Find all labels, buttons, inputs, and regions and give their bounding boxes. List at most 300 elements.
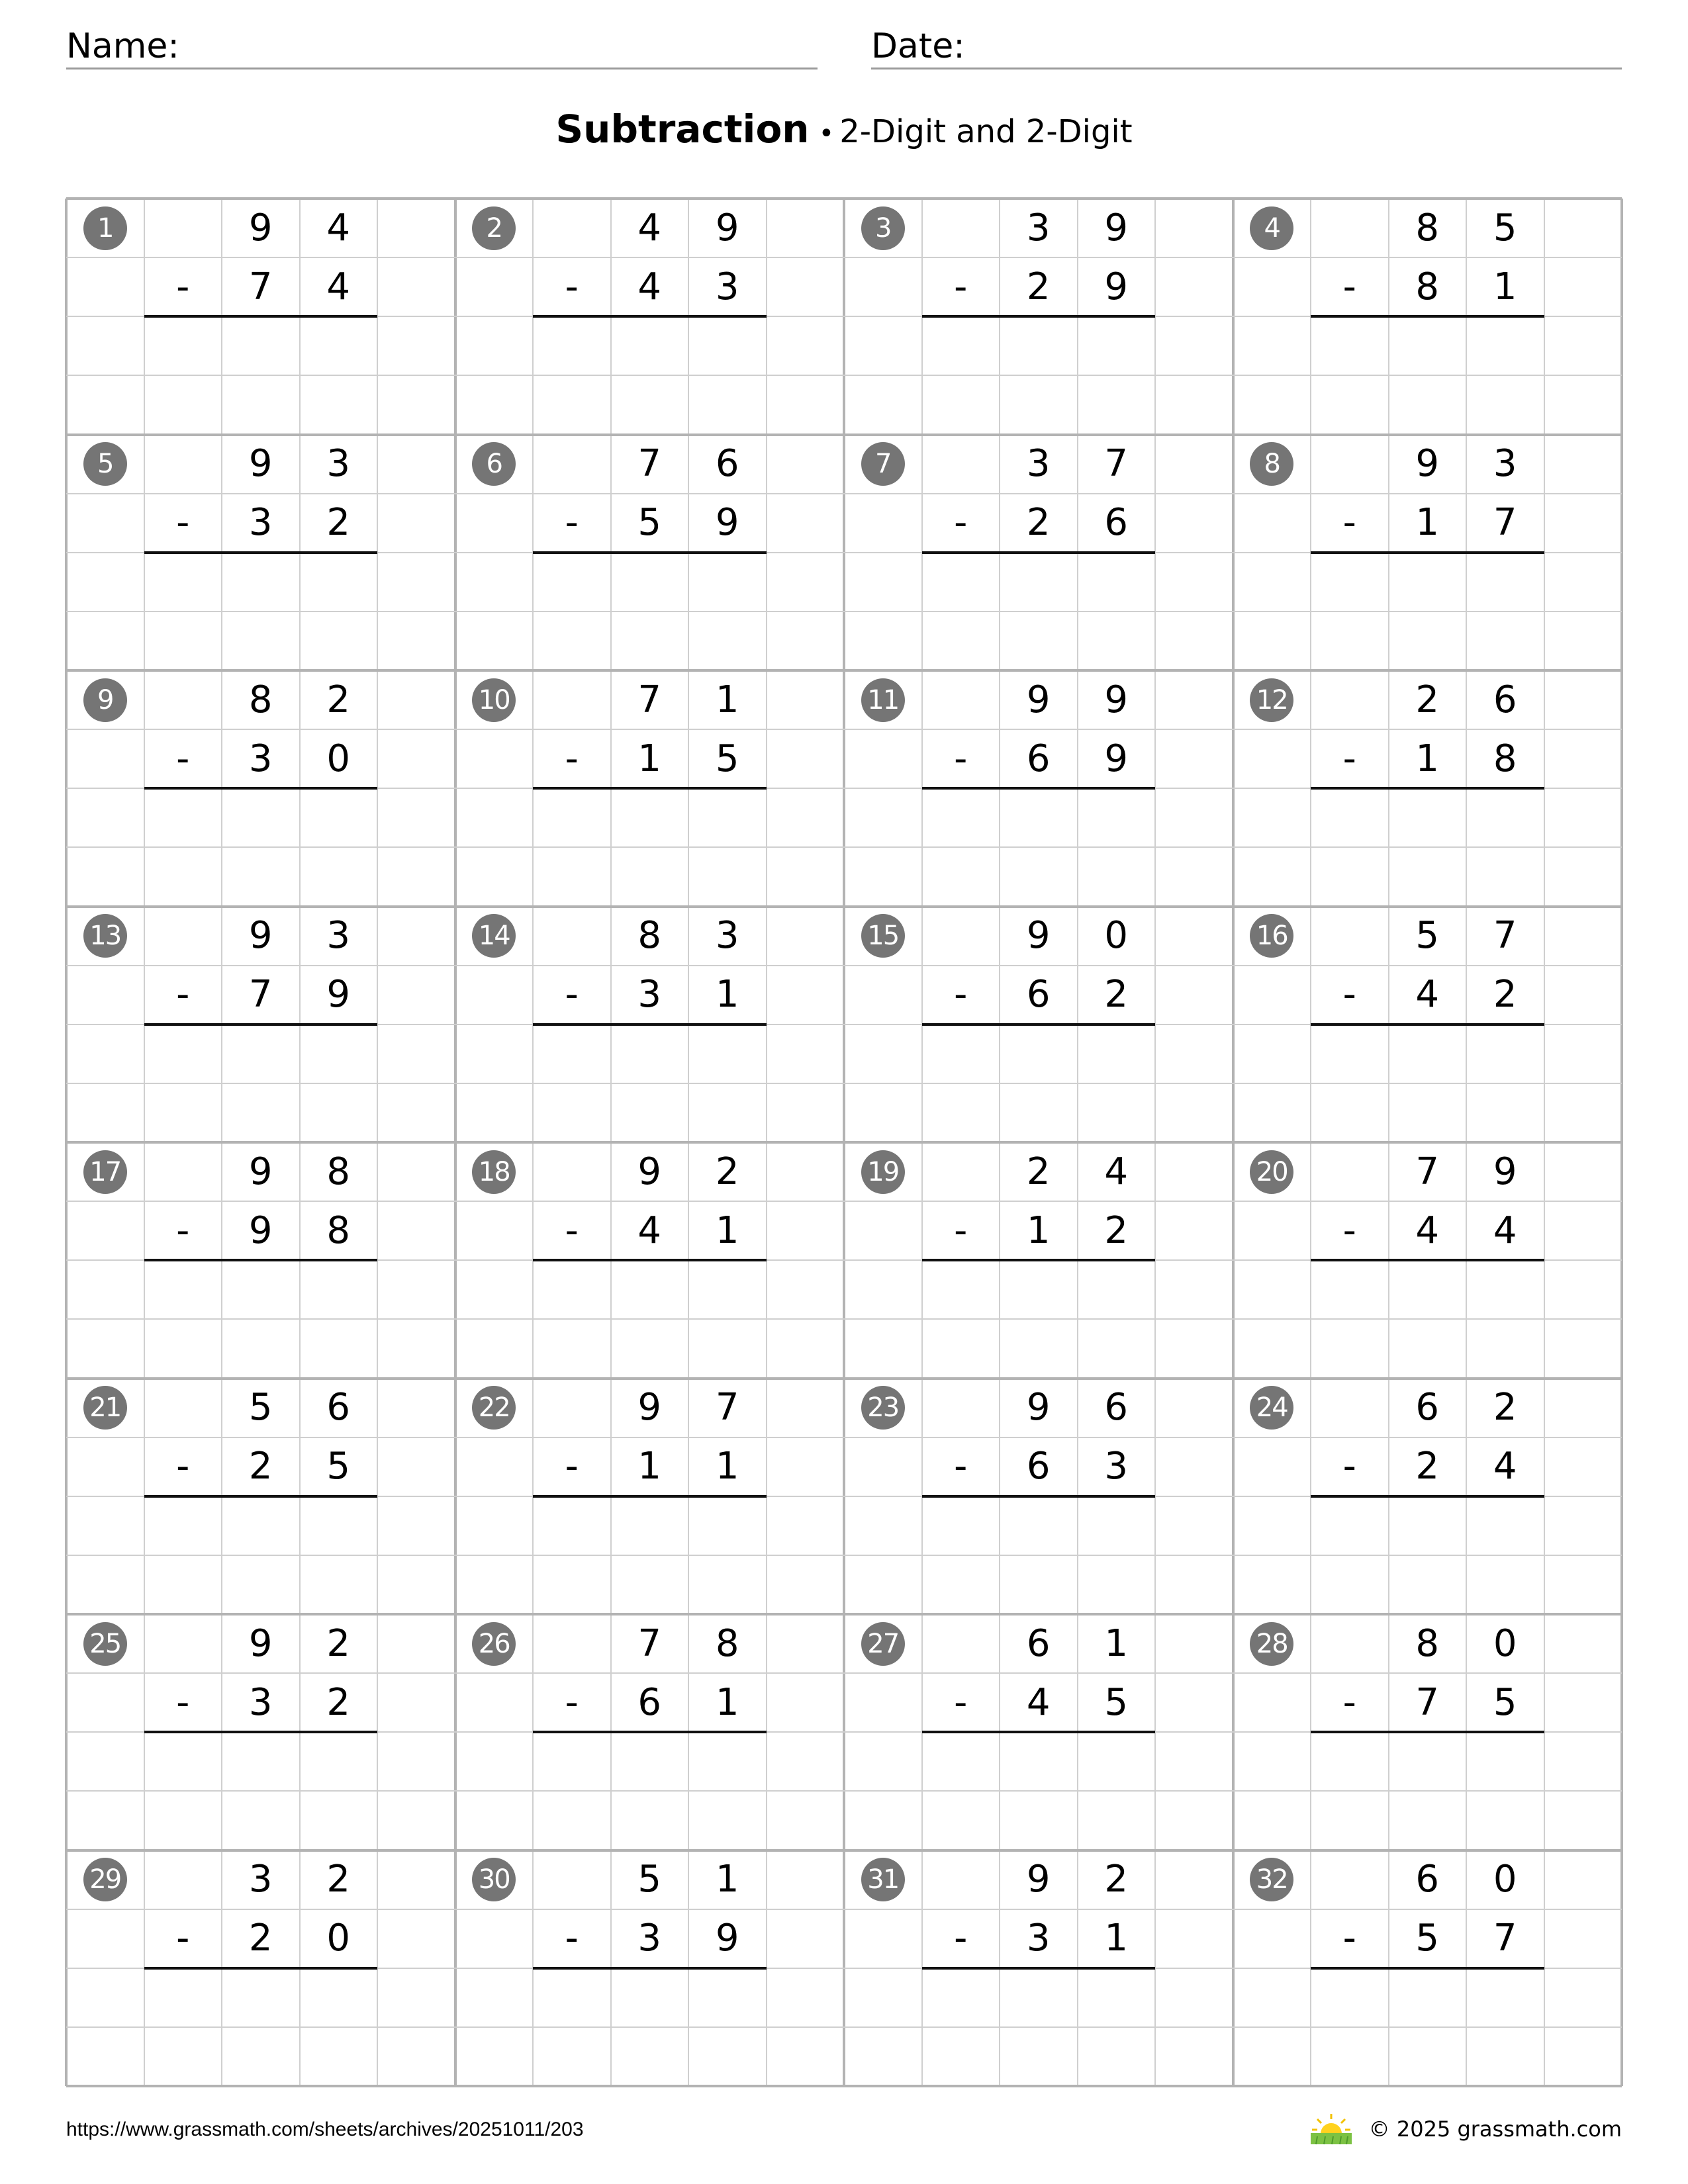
copyright: © 2025 grassmath.com (1368, 2116, 1622, 2142)
problem-number-badge: 9 (83, 678, 127, 722)
answer-cell[interactable] (688, 1732, 767, 1791)
answer-cell[interactable] (1389, 1024, 1467, 1083)
minuend-ones-digit: 1 (715, 678, 739, 721)
subtrahend-ones-digit: 8 (326, 1208, 351, 1252)
minuend-tens-digit: 7 (637, 442, 662, 486)
answer-cell[interactable] (1078, 788, 1156, 847)
minuend-tens-digit: 4 (637, 206, 662, 250)
subtrahend-tens-digit: 4 (1415, 1208, 1440, 1252)
subtrahend-ones-digit: 2 (1104, 1208, 1129, 1252)
answer-cell[interactable] (1000, 1260, 1078, 1319)
minuend-ones-digit: 3 (326, 442, 351, 486)
minuend-ones-digit: 8 (715, 1621, 739, 1665)
subtrahend-tens-digit: 9 (248, 1208, 273, 1252)
answer-cell[interactable] (688, 788, 767, 847)
answer-cell[interactable] (144, 1024, 222, 1083)
problem-number-badge: 14 (472, 914, 516, 958)
answer-cell[interactable] (222, 316, 300, 375)
answer-cell[interactable] (611, 1968, 689, 2027)
problem-number-badge: 13 (83, 914, 127, 958)
minuend-ones-digit: 9 (1493, 1150, 1517, 1193)
answer-cell[interactable] (611, 788, 689, 847)
subtrahend-tens-digit: 1 (1026, 1208, 1051, 1252)
minuend-ones-digit: 9 (1104, 206, 1129, 250)
subtrahend-ones-digit: 0 (326, 1917, 351, 1960)
minus-sign: - (176, 973, 190, 1017)
subtrahend-tens-digit: 1 (1415, 737, 1440, 780)
minuend-tens-digit: 9 (1415, 442, 1440, 486)
subtrahend-tens-digit: 6 (1026, 973, 1051, 1017)
subtrahend-ones-digit: 1 (715, 1208, 739, 1252)
minuend-tens-digit: 7 (1415, 1150, 1440, 1193)
answer-cell[interactable] (144, 316, 222, 375)
answer-cell[interactable] (922, 1024, 1000, 1083)
answer-cell[interactable] (611, 553, 689, 612)
problem-number-badge: 29 (83, 1858, 127, 1901)
answer-cell[interactable] (533, 1260, 611, 1319)
subtrahend-ones-digit: 1 (715, 973, 739, 1017)
minuend-ones-digit: 2 (326, 678, 351, 721)
answer-cell[interactable] (222, 788, 300, 847)
answer-cell[interactable] (1389, 553, 1467, 612)
subtrahend-ones-digit: 3 (715, 265, 739, 308)
answer-cell[interactable] (300, 1260, 378, 1319)
subtrahend-tens-digit: 5 (1415, 1917, 1440, 1960)
answer-cell[interactable] (611, 1024, 689, 1083)
subtrahend-tens-digit: 1 (637, 737, 662, 780)
subtrahend-ones-digit: 3 (1104, 1445, 1129, 1488)
minuend-tens-digit: 9 (637, 1386, 662, 1430)
minus-sign: - (954, 1208, 968, 1252)
problem-number-badge: 12 (1250, 678, 1293, 722)
answer-cell[interactable] (922, 1260, 1000, 1319)
answer-cell[interactable] (300, 1732, 378, 1791)
answer-cell[interactable] (688, 1496, 767, 1555)
subtrahend-tens-digit: 2 (1026, 265, 1051, 308)
subtrahend-tens-digit: 2 (1026, 501, 1051, 545)
minuend-tens-digit: 5 (1415, 914, 1440, 958)
subtrahend-ones-digit: 4 (1493, 1208, 1517, 1252)
minus-sign: - (1342, 1445, 1356, 1488)
problem-number-badge: 2 (472, 206, 516, 250)
subtrahend-ones-digit: 1 (715, 1680, 739, 1724)
answer-cell[interactable] (222, 1260, 300, 1319)
minuend-ones-digit: 4 (326, 206, 351, 250)
problem-number-badge: 19 (861, 1150, 905, 1194)
answer-cell[interactable] (533, 1024, 611, 1083)
name-label: Name: (66, 26, 179, 66)
answer-cell[interactable] (222, 1968, 300, 2027)
answer-cell[interactable] (1466, 1496, 1544, 1555)
minus-sign: - (565, 265, 579, 308)
answer-cell[interactable] (1389, 1732, 1467, 1791)
answer-cell[interactable] (1466, 553, 1544, 612)
minus-sign: - (954, 501, 968, 545)
answer-cell[interactable] (1078, 1260, 1156, 1319)
problem-number-badge: 27 (861, 1622, 905, 1666)
answer-cell[interactable] (922, 788, 1000, 847)
date-label: Date: (871, 26, 965, 66)
minuend-ones-digit: 2 (1104, 1858, 1129, 1901)
minus-sign: - (1342, 265, 1356, 308)
subtrahend-ones-digit: 5 (1493, 1680, 1517, 1724)
answer-cell[interactable] (300, 1024, 378, 1083)
subtrahend-ones-digit: 9 (1104, 265, 1129, 308)
answer-cell[interactable] (1311, 1968, 1389, 2027)
minuend-tens-digit: 9 (248, 914, 273, 958)
minus-sign: - (954, 737, 968, 780)
minuend-tens-digit: 8 (1415, 1621, 1440, 1665)
minuend-ones-digit: 7 (1493, 914, 1517, 958)
minuend-tens-digit: 6 (1026, 1621, 1051, 1665)
worksheet-grid (66, 199, 1622, 2086)
subtrahend-ones-digit: 2 (1493, 973, 1517, 1017)
answer-cell[interactable] (1000, 1968, 1078, 2027)
minuend-ones-digit: 3 (1493, 442, 1517, 486)
problem-number-badge: 10 (472, 678, 516, 722)
subtrahend-tens-digit: 7 (1415, 1680, 1440, 1724)
minuend-ones-digit: 6 (1493, 678, 1517, 721)
answer-cell[interactable] (1466, 1024, 1544, 1083)
answer-cell[interactable] (1078, 553, 1156, 612)
answer-cell[interactable] (1078, 1732, 1156, 1791)
answer-cell[interactable] (533, 1496, 611, 1555)
subtrahend-tens-digit: 3 (248, 501, 273, 545)
page-title (0, 106, 1688, 157)
answer-cell[interactable] (1311, 1024, 1389, 1083)
answer-cell[interactable] (1000, 1496, 1078, 1555)
minuend-tens-digit: 9 (248, 206, 273, 250)
problem-number-badge: 24 (1250, 1386, 1293, 1430)
answer-cell[interactable] (533, 1732, 611, 1791)
title-main: Subtraction (555, 107, 810, 152)
name-line[interactable] (66, 68, 818, 69)
minus-sign: - (565, 973, 579, 1017)
answer-cell[interactable] (1389, 316, 1467, 375)
subtrahend-ones-digit: 5 (1104, 1680, 1129, 1724)
subtrahend-tens-digit: 3 (637, 1917, 662, 1960)
grid-line-horizontal (66, 2085, 1622, 2087)
minus-sign: - (176, 1680, 190, 1724)
subtrahend-tens-digit: 6 (637, 1680, 662, 1724)
subtrahend-tens-digit: 7 (248, 973, 273, 1017)
subtrahend-ones-digit: 2 (1104, 973, 1129, 1017)
minuend-ones-digit: 2 (326, 1621, 351, 1665)
subtrahend-tens-digit: 2 (1415, 1445, 1440, 1488)
answer-cell[interactable] (1000, 1024, 1078, 1083)
subtrahend-tens-digit: 4 (637, 265, 662, 308)
answer-cell[interactable] (922, 1968, 1000, 2027)
minuend-ones-digit: 4 (1104, 1150, 1129, 1193)
minuend-tens-digit: 9 (1026, 678, 1051, 721)
problem-number-badge: 32 (1250, 1858, 1293, 1901)
minuend-tens-digit: 9 (1026, 1858, 1051, 1901)
answer-cell[interactable] (1311, 316, 1389, 375)
problem-number-badge: 8 (1250, 442, 1293, 486)
subtrahend-ones-digit: 9 (1104, 737, 1129, 780)
minuend-ones-digit: 3 (715, 914, 739, 958)
answer-cell[interactable] (144, 1260, 222, 1319)
answer-cell[interactable] (300, 1968, 378, 2027)
answer-cell[interactable] (688, 553, 767, 612)
minus-sign: - (176, 1917, 190, 1960)
subtrahend-tens-digit: 6 (1026, 737, 1051, 780)
minuend-ones-digit: 6 (715, 442, 739, 486)
minuend-ones-digit: 0 (1104, 914, 1129, 958)
answer-cell[interactable] (1078, 316, 1156, 375)
problem-number-badge: 17 (83, 1150, 127, 1194)
footer-url: https://www.grassmath.com/sheets/archives/20251011/203 (66, 2118, 584, 2140)
minus-sign: - (565, 501, 579, 545)
minuend-tens-digit: 3 (1026, 206, 1051, 250)
problem-number-badge: 31 (861, 1858, 905, 1901)
problem-number-badge: 23 (861, 1386, 905, 1430)
answer-cell[interactable] (688, 316, 767, 375)
answer-cell[interactable] (533, 1968, 611, 2027)
subtrahend-ones-digit: 4 (326, 265, 351, 308)
answer-cell[interactable] (1389, 788, 1467, 847)
minus-sign: - (176, 737, 190, 780)
answer-cell[interactable] (533, 553, 611, 612)
minus-sign: - (176, 265, 190, 308)
answer-cell[interactable] (222, 553, 300, 612)
problem-number-badge: 18 (472, 1150, 516, 1194)
answer-cell[interactable] (1389, 1260, 1467, 1319)
subtrahend-ones-digit: 0 (326, 737, 351, 780)
subtrahend-ones-digit: 7 (1493, 501, 1517, 545)
problem-number-badge: 25 (83, 1622, 127, 1666)
minus-sign: - (1342, 1917, 1356, 1960)
minus-sign: - (1342, 737, 1356, 780)
answer-cell[interactable] (1311, 1496, 1389, 1555)
problem-number-badge: 1 (83, 206, 127, 250)
subtrahend-ones-digit: 9 (326, 973, 351, 1017)
minuend-ones-digit: 3 (326, 914, 351, 958)
subtrahend-tens-digit: 3 (248, 737, 273, 780)
minus-sign: - (565, 1445, 579, 1488)
minuend-ones-digit: 1 (1104, 1621, 1129, 1665)
minus-sign: - (1342, 1208, 1356, 1252)
subtrahend-ones-digit: 6 (1104, 501, 1129, 545)
answer-cell[interactable] (1311, 1260, 1389, 1319)
answer-cell[interactable] (1000, 1732, 1078, 1791)
answer-cell[interactable] (922, 1496, 1000, 1555)
answer-cell[interactable] (1311, 553, 1389, 612)
answer-cell[interactable] (222, 1732, 300, 1791)
answer-cell[interactable] (300, 1496, 378, 1555)
minuend-tens-digit: 5 (637, 1858, 662, 1901)
minuend-ones-digit: 0 (1493, 1858, 1517, 1901)
minus-sign: - (565, 1917, 579, 1960)
answer-cell[interactable] (1389, 1968, 1467, 2027)
subtrahend-ones-digit: 1 (1493, 265, 1517, 308)
problem-number-badge: 16 (1250, 914, 1293, 958)
title-bullet: • (818, 118, 835, 149)
problem-number-badge: 28 (1250, 1622, 1293, 1666)
subtrahend-ones-digit: 4 (1493, 1445, 1517, 1488)
answer-cell[interactable] (1078, 1024, 1156, 1083)
minus-sign: - (1342, 501, 1356, 545)
subtrahend-tens-digit: 1 (637, 1445, 662, 1488)
subtrahend-ones-digit: 8 (1493, 737, 1517, 780)
problem-number-badge: 22 (472, 1386, 516, 1430)
minuend-tens-digit: 9 (637, 1150, 662, 1193)
subtrahend-ones-digit: 2 (326, 1680, 351, 1724)
answer-cell[interactable] (1466, 788, 1544, 847)
answer-cell[interactable] (1466, 1732, 1544, 1791)
answer-cell[interactable] (300, 553, 378, 612)
problem-number-badge: 15 (861, 914, 905, 958)
minuend-tens-digit: 8 (248, 678, 273, 721)
minuend-ones-digit: 2 (1493, 1386, 1517, 1430)
answer-cell[interactable] (144, 1732, 222, 1791)
answer-cell[interactable] (1311, 788, 1389, 847)
problem-number-badge: 30 (472, 1858, 516, 1901)
minuend-ones-digit: 7 (715, 1386, 739, 1430)
problem-number-badge: 5 (83, 442, 127, 486)
sun-over-grass-icon (1308, 2113, 1354, 2146)
answer-cell[interactable] (611, 1496, 689, 1555)
answer-cell[interactable] (611, 1732, 689, 1791)
answer-cell[interactable] (1078, 1496, 1156, 1555)
answer-cell[interactable] (144, 1496, 222, 1555)
minuend-tens-digit: 9 (1026, 914, 1051, 958)
subtrahend-tens-digit: 1 (1415, 501, 1440, 545)
answer-cell[interactable] (144, 553, 222, 612)
answer-cell[interactable] (222, 1496, 300, 1555)
title-subtitle: 2-Digit and 2-Digit (839, 113, 1133, 150)
answer-cell[interactable] (922, 553, 1000, 612)
answer-cell[interactable] (611, 1260, 689, 1319)
minuend-tens-digit: 6 (1415, 1386, 1440, 1430)
answer-cell[interactable] (1389, 1496, 1467, 1555)
minus-sign: - (954, 1917, 968, 1960)
subtrahend-tens-digit: 3 (1026, 1917, 1051, 1960)
minuend-tens-digit: 9 (248, 1621, 273, 1665)
answer-cell[interactable] (222, 1024, 300, 1083)
problem-number-badge: 26 (472, 1622, 516, 1666)
minus-sign: - (176, 1208, 190, 1252)
minus-sign: - (565, 1680, 579, 1724)
minus-sign: - (954, 1445, 968, 1488)
subtrahend-tens-digit: 6 (1026, 1445, 1051, 1488)
minuend-tens-digit: 3 (248, 1858, 273, 1901)
minus-sign: - (954, 265, 968, 308)
problem-number-badge: 20 (1250, 1150, 1293, 1194)
answer-cell[interactable] (922, 1732, 1000, 1791)
minuend-ones-digit: 9 (1104, 678, 1129, 721)
minuend-tens-digit: 9 (1026, 1386, 1051, 1430)
minuend-ones-digit: 2 (326, 1858, 351, 1901)
answer-cell[interactable] (922, 316, 1000, 375)
minuend-ones-digit: 7 (1104, 442, 1129, 486)
answer-cell[interactable] (688, 1024, 767, 1083)
minuend-tens-digit: 3 (1026, 442, 1051, 486)
minuend-tens-digit: 7 (637, 1621, 662, 1665)
minus-sign: - (954, 1680, 968, 1724)
minuend-ones-digit: 0 (1493, 1621, 1517, 1665)
answer-cell[interactable] (611, 316, 689, 375)
minuend-tens-digit: 2 (1026, 1150, 1051, 1193)
answer-cell[interactable] (300, 316, 378, 375)
subtrahend-tens-digit: 5 (637, 501, 662, 545)
problem-number-badge: 4 (1250, 206, 1293, 250)
minuend-tens-digit: 5 (248, 1386, 273, 1430)
date-line[interactable] (871, 68, 1622, 69)
minus-sign: - (565, 1208, 579, 1252)
answer-cell[interactable] (300, 788, 378, 847)
problem-number-badge: 7 (861, 442, 905, 486)
subtrahend-tens-digit: 2 (248, 1917, 273, 1960)
answer-cell[interactable] (533, 316, 611, 375)
answer-cell[interactable] (1000, 788, 1078, 847)
minus-sign: - (176, 501, 190, 545)
subtrahend-ones-digit: 1 (1104, 1917, 1129, 1960)
answer-cell[interactable] (533, 788, 611, 847)
problem-number-badge: 3 (861, 206, 905, 250)
answer-cell[interactable] (1311, 1732, 1389, 1791)
subtrahend-ones-digit: 7 (1493, 1917, 1517, 1960)
minuend-ones-digit: 5 (1493, 206, 1517, 250)
minus-sign: - (1342, 1680, 1356, 1724)
minuend-ones-digit: 6 (1104, 1386, 1129, 1430)
minuend-tens-digit: 9 (248, 1150, 273, 1193)
subtrahend-tens-digit: 7 (248, 265, 273, 308)
minuend-tens-digit: 8 (1415, 206, 1440, 250)
minuend-tens-digit: 9 (248, 442, 273, 486)
answer-cell[interactable] (1466, 316, 1544, 375)
answer-cell[interactable] (144, 1968, 222, 2027)
minuend-ones-digit: 2 (715, 1150, 739, 1193)
answer-cell[interactable] (688, 1260, 767, 1319)
answer-cell[interactable] (144, 788, 222, 847)
minus-sign: - (1342, 973, 1356, 1017)
minus-sign: - (565, 737, 579, 780)
answer-cell[interactable] (1078, 1968, 1156, 2027)
minus-sign: - (954, 973, 968, 1017)
minuend-tens-digit: 6 (1415, 1858, 1440, 1901)
problem-number-badge: 11 (861, 678, 905, 722)
subtrahend-tens-digit: 4 (637, 1208, 662, 1252)
subtrahend-ones-digit: 2 (326, 501, 351, 545)
subtrahend-tens-digit: 3 (248, 1680, 273, 1724)
subtrahend-ones-digit: 1 (715, 1445, 739, 1488)
answer-cell[interactable] (1000, 316, 1078, 375)
subtrahend-tens-digit: 3 (637, 973, 662, 1017)
minuend-tens-digit: 7 (637, 678, 662, 721)
answer-cell[interactable] (1000, 553, 1078, 612)
answer-cell[interactable] (1466, 1260, 1544, 1319)
subtrahend-tens-digit: 2 (248, 1445, 273, 1488)
subtrahend-tens-digit: 8 (1415, 265, 1440, 308)
footer-credit (1308, 2113, 1622, 2146)
subtrahend-ones-digit: 9 (715, 1917, 739, 1960)
subtrahend-ones-digit: 9 (715, 501, 739, 545)
minus-sign: - (176, 1445, 190, 1488)
subtrahend-ones-digit: 5 (326, 1445, 351, 1488)
minuend-ones-digit: 9 (715, 206, 739, 250)
minuend-ones-digit: 1 (715, 1858, 739, 1901)
minuend-ones-digit: 8 (326, 1150, 351, 1193)
minuend-ones-digit: 6 (326, 1386, 351, 1430)
answer-cell[interactable] (1466, 1968, 1544, 2027)
problem-number-badge: 6 (472, 442, 516, 486)
subtrahend-tens-digit: 4 (1026, 1680, 1051, 1724)
subtrahend-ones-digit: 5 (715, 737, 739, 780)
minuend-tens-digit: 2 (1415, 678, 1440, 721)
minuend-tens-digit: 8 (637, 914, 662, 958)
answer-cell[interactable] (688, 1968, 767, 2027)
